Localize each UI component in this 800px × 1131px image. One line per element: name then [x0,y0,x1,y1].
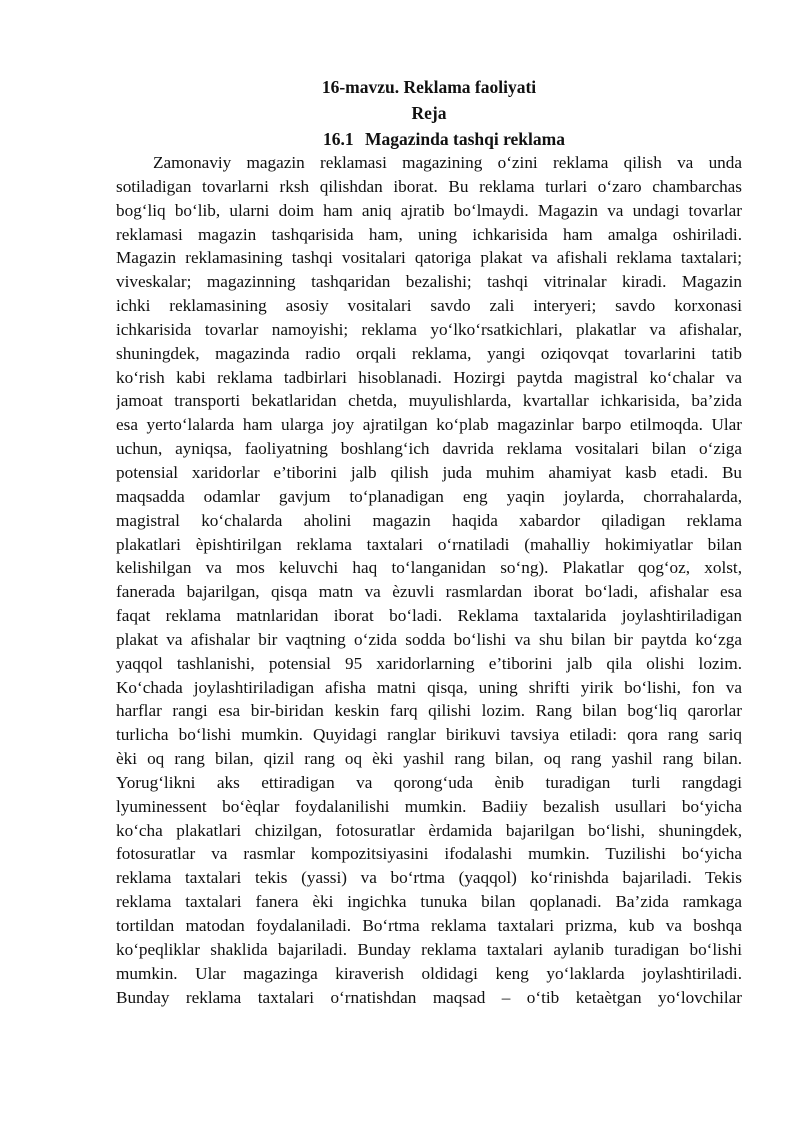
section-heading [323,128,565,150]
text-line: fotosuratlar va rasmlar kompozitsiyasini ifodalashi mumkin. Tuzilishi bo‘yicha [116,844,742,864]
text-line: ko‘peqliklar shaklida bajariladi. Bunday reklama taxtalari aylanib turadigan bo‘lishi [116,939,742,959]
text-line: harflar rangi esa bir-biridan keskin farq qilishi lozim. Rang bilan bog‘liq qarorlar [116,701,742,721]
text-line: turlicha bo‘lishi mumkin. Quyidagi ranglar birikuvi tavsiya etiladi: qora rang sariq [116,725,742,745]
text-line: yaqqol tashlanishi, potensial 95 xaridorlarning e’tiborini jalb qila olishi lozim. [116,653,742,673]
text-line: mumkin. Ular magazinga kiraverish oldidagi keng yo‘laklarda joylashtiriladi. [116,963,742,983]
text-line: faqat reklama matnlaridan iborat bo‘ladi. Reklama taxtalarida joylashtiriladigan [116,606,742,626]
text-line: reklamasi magazin tashqarisida ham, uning ichkarisida ham amalga oshiriladi. [116,224,742,244]
text-line: Yorug‘likni aks ettiradigan va qorong‘uda ènib turadigan turli rangdagi [116,772,742,792]
text-line: èki oq rang bilan, qizil rang oq èki yashil rang bilan, oq rang yashil rang bilan. [116,749,742,769]
text-line: maqsadda odamlar gavjum to‘planadigan eng yaqin joylarda, chorrahalarda, [116,486,742,506]
text-line: magistral ko‘chalarda aholini magazin haqida xabardor qiladigan reklama [116,510,742,530]
text-line: ichkarisida tovarlar namoyishi; reklama yo‘lko‘rsatkichlari, plakatlar va afishalar, [116,319,742,339]
plan-heading: Reja [411,103,447,123]
text-line: fanerada bajarilgan, qisqa matn va èzuvli rasmlardan iborat bo‘ladi, afishalar esa [116,582,742,602]
text-line: ko‘cha plakatlari chizilgan, fotosuratlar èrdamida bajarilgan bo‘lishi, shuningdek, [116,820,742,840]
text-line: potensial xaridorlar e’tiborini jalb qilish juda muhim ahamiyat kasb etadi. Bu [116,462,742,482]
section-number: 16.1 [323,129,354,149]
text-line: tortildan matodan foydalaniladi. Bo‘rtma reklama taxtalari prizma, kub va boshqa [116,916,742,935]
text-line: Zamonaviy magazin reklamasi magazining o‘zini reklama qilish va unda [153,153,742,172]
text-line: shuningdek, magazinda radio orqali reklama, yangi oziqovqat tovarlarini tatib [116,343,742,363]
text-line: esa yerto‘lalarda ham ularga joy ajratilgan ko‘plab magazinlar barpo etilmoqda. Ular [116,415,742,435]
text-line: Ko‘chada joylashtiriladigan afisha matni qisqa, uning shrifti yirik bo‘lishi, fon va [116,677,742,697]
text-line: lyuminessent bo‘èqlar foydalanilishi mumkin. Badiiy bezalish usullari bo‘yicha [116,796,742,816]
text-line: jamoat transporti bekatlaridan chetda, muyulishlarda, kvartallar ichkarisida, ba’zida [116,391,742,411]
text-line: viveskalar; magazinning tashqaridan bezalishi; tashqi vitrinalar kiradi. Magazin [116,272,742,292]
text-line: Bunday reklama taxtalari o‘rnatishdan maqsad – o‘tib ketaètgan yo‘lovchilar [116,987,742,1007]
page-title: 16-mavzu. Reklama faoliyati [321,77,537,97]
body-paragraph [116,151,742,1009]
section-title: Magazinda tashqi reklama [365,129,565,149]
text-line: kelishilgan va mos keluvchi haq to‘langanidan so‘ng). Plakatlar qog‘oz, xolst, [116,558,742,578]
text-line: ichki reklamasining asosiy vositalari savdo zali interyeri; savdo korxonasi [116,296,742,316]
text-line: Magazin reklamasining tashqi vositalari qatoriga plakat va afishali reklama taxtalari; [116,248,742,268]
text-line: ko‘rish kabi reklama tadbirlari hisoblanadi. Hozirgi paytda magistral ko‘chalar va [116,367,742,387]
text-line: plakatlari èpishtirilgan reklama taxtalari o‘rnatiladi (mahalliy hokimiyatlar bilan [116,534,742,554]
text-line: plakat va afishalar bir vaqtning o‘zida sodda bo‘lishi va shu bilan bir paytda ko‘zga [116,629,742,649]
text-line: bog‘liq bo‘lib, ularni doim ham aniq ajratib bo‘lmaydi. Magazin va undagi tovarlar [116,200,742,220]
text-line: sotiladigan tovarlarni rksh qilishdan iborat. Bu reklama turlari o‘zaro chambarchas [116,176,742,196]
text-line: uchun, ayniqsa, faoliyatning boshlang‘ich davrida reklama vositalari bilan o‘ziga [116,439,742,459]
text-line: reklama taxtalari fanera èki ingichka tunuka bilan qoplanadi. Ba’zida ramkaga [116,892,742,912]
text-line: reklama taxtalari tekis (yassi) va bo‘rtma (yaqqol) ko‘rinishda bajariladi. Tekis [116,868,742,888]
